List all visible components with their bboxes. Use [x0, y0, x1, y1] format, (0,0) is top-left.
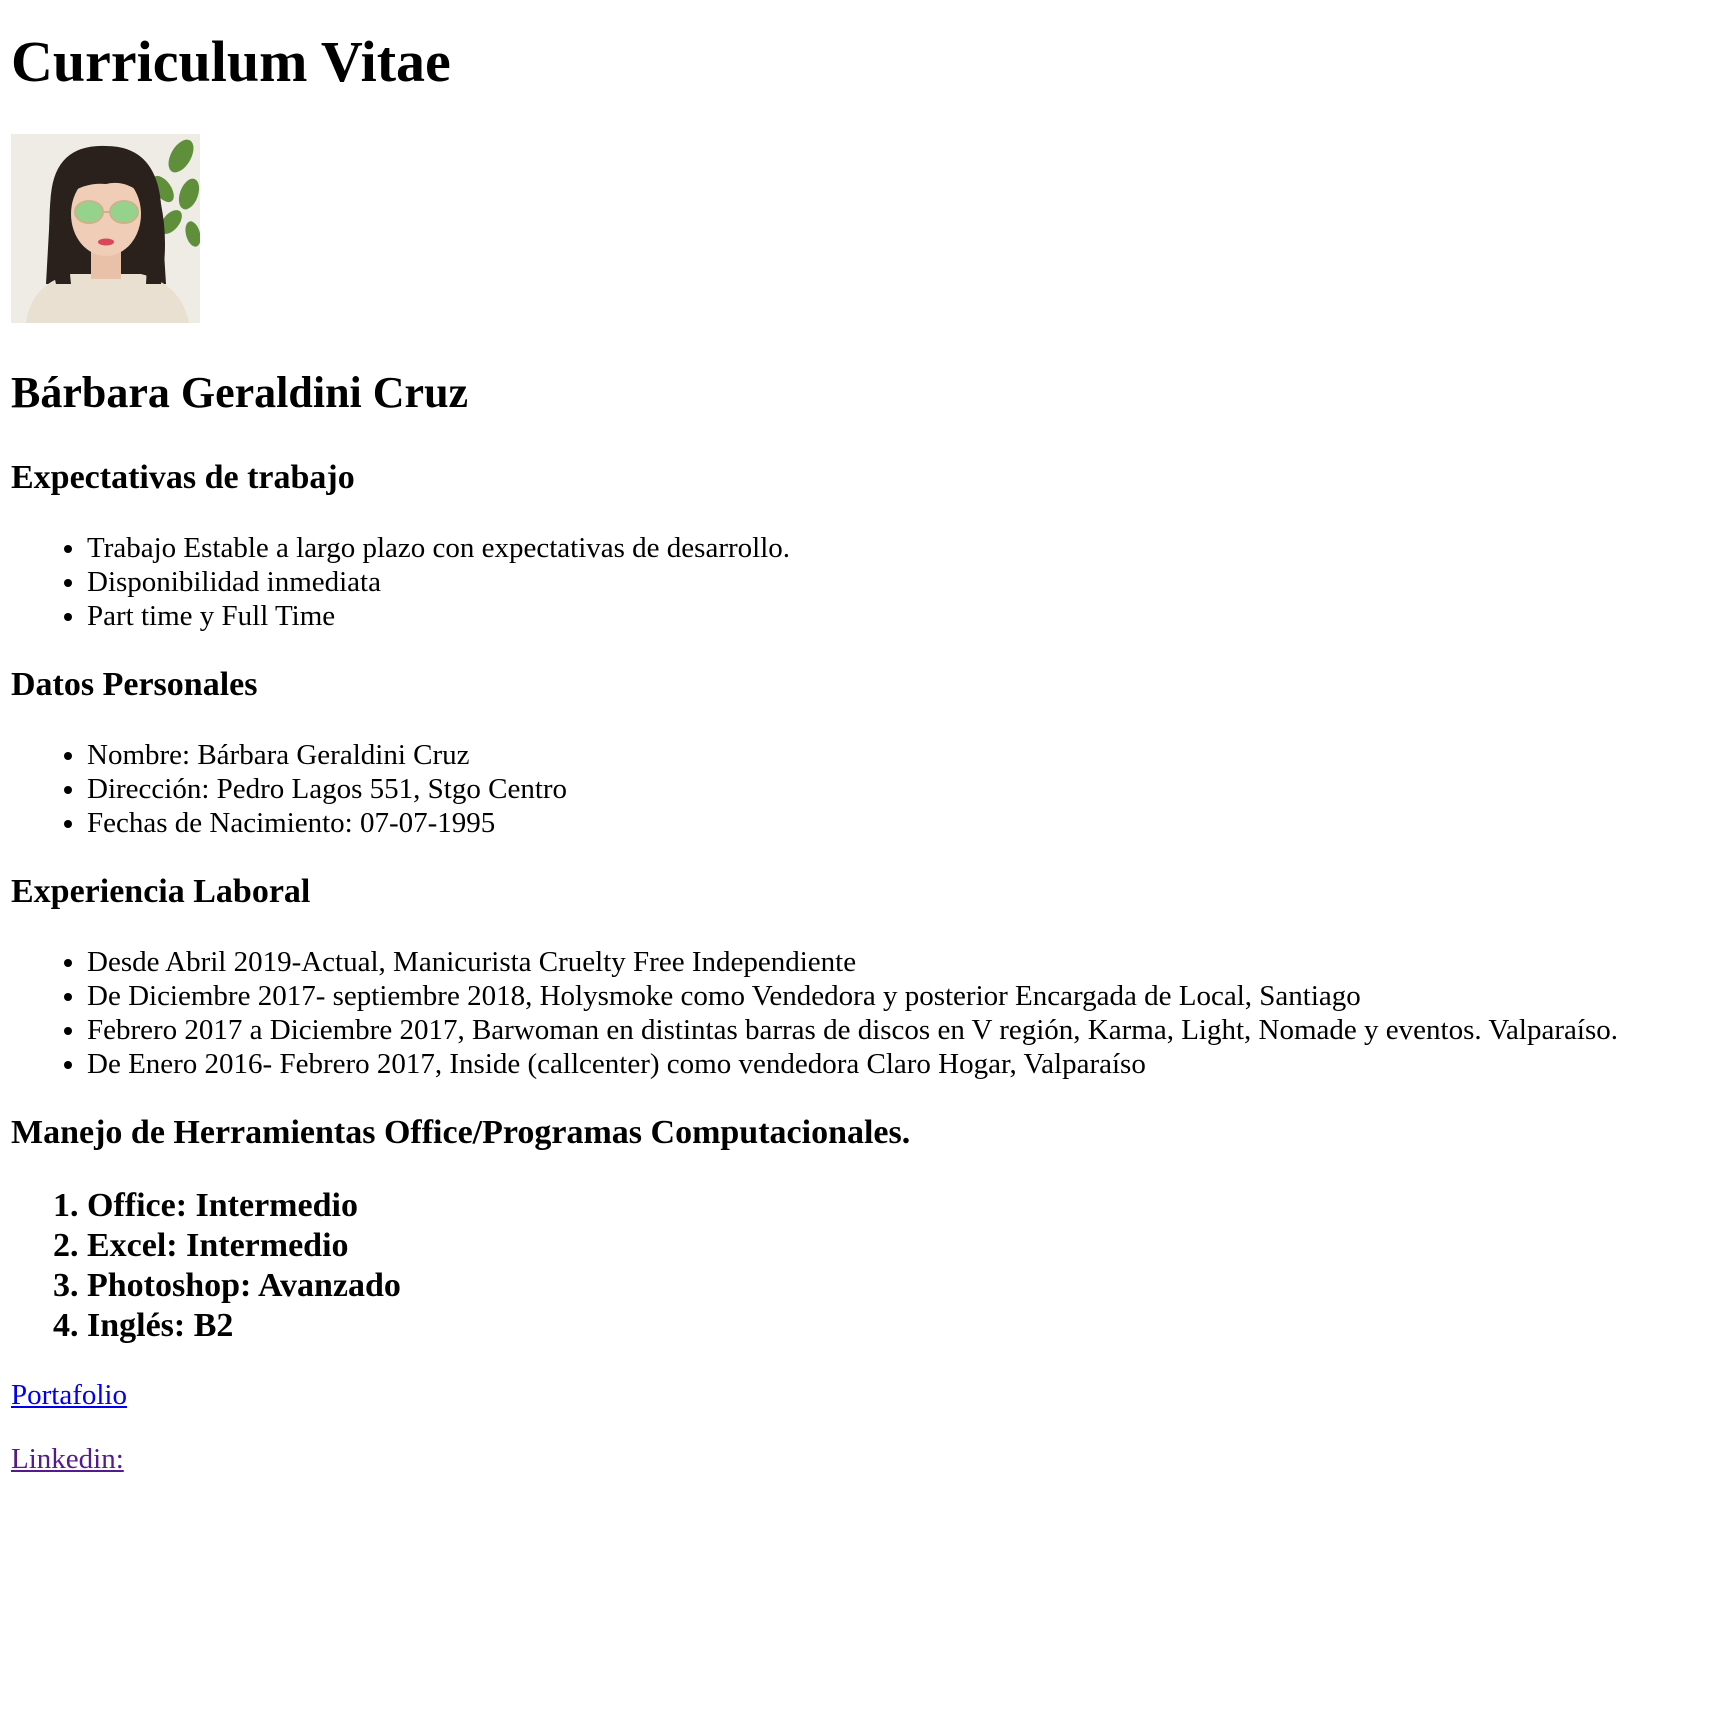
cv-page: [0, 30, 1712, 1476]
page-title: Curriculum Vitae: [11, 29, 451, 94]
experiencia-heading: Experiencia Laboral: [11, 872, 311, 910]
list-item: • Febrero 2017 a Diciembre 2017, Barwoman en distintas barras de discos en V región, Karma, Light, Nomade y eventos. Valparaíso.: [87, 1013, 1701, 1047]
expectativas-list: [11, 531, 1701, 633]
herramientas-list: [11, 1186, 1701, 1346]
portafolio-link-row: [11, 1378, 1701, 1412]
list-item: 3. Photoshop: Avanzado: [87, 1266, 1701, 1306]
expectativas-heading: Expectativas de trabajo: [11, 459, 355, 497]
portafolio-link[interactable]: Portafolio: [11, 1378, 127, 1411]
profile-photo: [11, 134, 200, 323]
list-item: • Dirección: Pedro Lagos 551, Stgo Centro: [87, 772, 1701, 806]
list-item: • Disponibilidad inmediata: [87, 565, 1701, 599]
linkedin-link[interactable]: Linkedin:: [11, 1442, 124, 1475]
list-item: • De Diciembre 2017- septiembre 2018, Holysmoke como Vendedora y posterior Encargada de Local, Santiago: [87, 979, 1701, 1013]
linkedin-link-row: [11, 1442, 1701, 1476]
list-item: • Trabajo Estable a largo plazo con expectativas de desarrollo.: [87, 531, 1701, 565]
list-item: • Part time y Full Time: [87, 599, 1701, 633]
datos-personales-list: [11, 738, 1701, 840]
list-item: 1. Office: Intermedio: [87, 1186, 1701, 1226]
list-item: • Nombre: Bárbara Geraldini Cruz: [87, 738, 1701, 772]
experiencia-list: [11, 945, 1701, 1081]
list-item: • Fechas de Nacimiento: 07-07-1995: [87, 806, 1701, 840]
list-item: 4. Inglés: B2: [87, 1306, 1701, 1346]
list-item: • De Enero 2016- Febrero 2017, Inside (callcenter) como vendedora Claro Hogar, Valparaíso: [87, 1047, 1701, 1081]
person-name: Bárbara Geraldini Cruz: [11, 367, 469, 417]
list-item: 2. Excel: Intermedio: [87, 1226, 1701, 1266]
list-item: • Desde Abril 2019-Actual, Manicurista Cruelty Free Independiente: [87, 945, 1701, 979]
herramientas-heading: Manejo de Herramientas Office/Programas Computacionales.: [11, 1113, 911, 1151]
datos-personales-heading: Datos Personales: [11, 666, 258, 704]
